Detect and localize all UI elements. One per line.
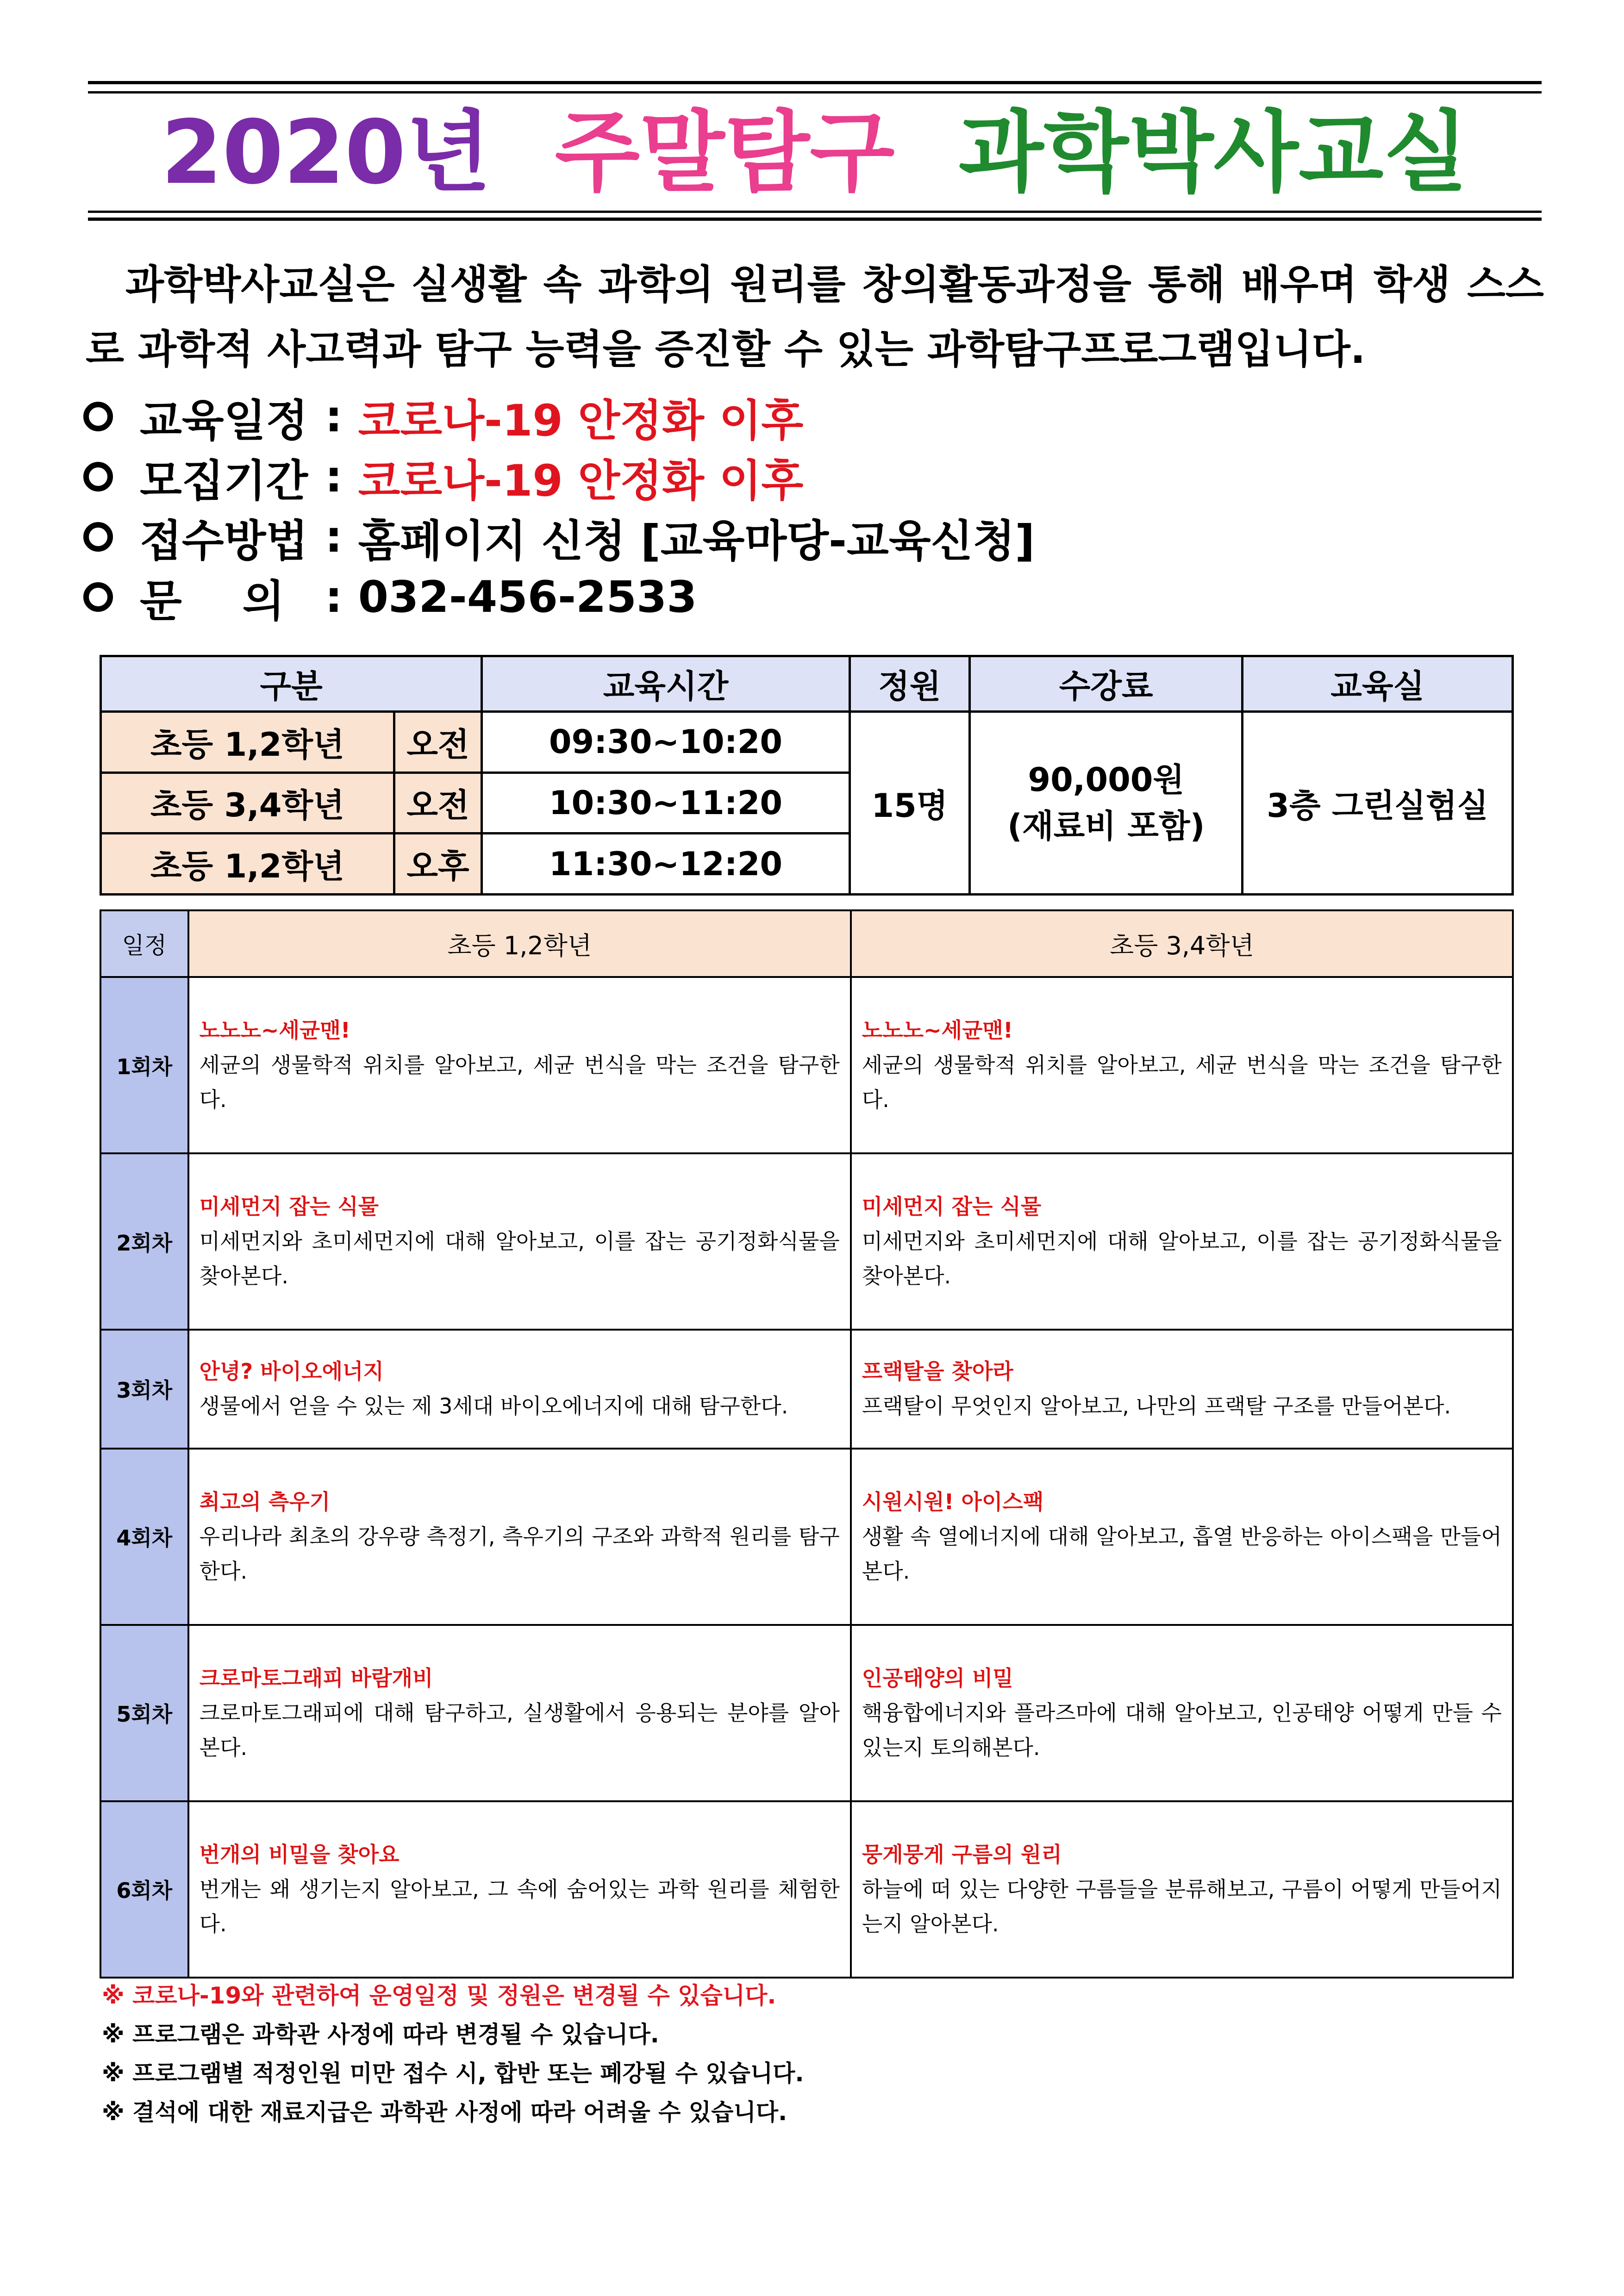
program-desc: 크로마토그래피에 대해 탐구하고, 실생활에서 응용되는 분야를 알아본다. (199, 1700, 840, 1760)
info-value: 홈페이지 신청 [교육마당-교육신청] (358, 516, 1035, 566)
program-desc: 우리나라 최초의 강우량 측정기, 측우기의 구조와 과학적 원리를 탐구한다. (199, 1524, 840, 1584)
header-grade-34: 초등 3,4학년 (851, 910, 1513, 977)
header-category: 구분 (101, 656, 482, 712)
fee-note: (재료비 포함) (1007, 807, 1205, 845)
circle-bullet-icon (83, 402, 113, 431)
program-title: 뭉게뭉게 구름의 원리 (862, 1842, 1062, 1867)
program-desc: 미세먼지와 초미세먼지에 대해 알아보고, 이를 잡는 공기정화식물을 찾아본다. (862, 1229, 1502, 1289)
info-colon: : (325, 451, 343, 502)
session-label: 2회차 (100, 1153, 188, 1330)
program-title: 번개의 비밀을 찾아요 (199, 1842, 400, 1867)
header-capacity: 정원 (849, 656, 970, 712)
header-grade-12: 초등 1,2학년 (188, 910, 851, 977)
program-desc: 번개는 왜 생기는지 알아보고, 그 속에 숨어있는 과학 원리를 체험한다. (199, 1876, 840, 1936)
program-cell (188, 1801, 851, 1978)
program-cell (188, 1625, 851, 1801)
notes-list (102, 1976, 1514, 2132)
program-cell (851, 977, 1513, 1153)
info-recruit-period (83, 447, 1542, 507)
circle-bullet-icon (83, 522, 113, 552)
program-title: 미세먼지 잡는 식물 (862, 1194, 1042, 1220)
program-cell (851, 1625, 1513, 1801)
info-colon: : (325, 391, 343, 442)
time-cell: 11:30~12:20 (482, 834, 849, 895)
session-cell: 오후 (394, 834, 482, 895)
grade-cell: 초등 3,4학년 (101, 772, 394, 834)
program-title: 인공태양의 비밀 (862, 1665, 1013, 1691)
time-cell: 10:30~11:20 (482, 772, 849, 834)
program-cell (851, 1449, 1513, 1625)
program-title: 미세먼지 잡는 식물 (199, 1194, 379, 1220)
circle-bullet-icon (83, 462, 113, 492)
schedule-row (100, 1801, 1513, 1978)
room-cell: 3층 그린실험실 (1243, 712, 1513, 895)
page-title (88, 100, 1542, 206)
schedule-header-row (100, 910, 1513, 977)
program-cell (188, 1330, 851, 1448)
program-title: 노노노~세균맨! (199, 1018, 350, 1043)
title-bottom-rule-2 (88, 218, 1542, 221)
program-title: 크로마토그래피 바람개비 (199, 1665, 433, 1691)
info-value: 코로나-19 안정화 이후 (358, 455, 804, 506)
header-time: 교육시간 (482, 656, 849, 712)
program-title: 시원시원! 아이스팩 (862, 1489, 1044, 1514)
info-schedule (83, 386, 1542, 447)
program-cell (188, 1153, 851, 1330)
session-cell: 오전 (394, 712, 482, 773)
program-cell (851, 1153, 1513, 1330)
header-room: 교육실 (1243, 656, 1513, 712)
note-item: ※ 프로그램별 적정인원 미만 접수 시, 합반 또는 폐강될 수 있습니다. (102, 2060, 804, 2087)
summary-table (100, 655, 1514, 896)
title-mid: 주말탐구 (555, 101, 895, 204)
program-desc: 세균의 생물학적 위치를 알아보고, 세균 번식을 막는 조건을 탐구한다. (862, 1052, 1502, 1113)
title-end: 과학박사교실 (958, 101, 1469, 204)
info-contact (83, 567, 1542, 627)
session-label: 6회차 (100, 1801, 188, 1978)
info-value: 코로나-19 안정화 이후 (358, 395, 804, 446)
program-title: 프랙탈을 찾아라 (862, 1359, 1013, 1384)
intro-paragraph (86, 252, 1544, 382)
session-label: 5회차 (100, 1625, 188, 1801)
intro-text: 과학박사교실은 실생활 속 과학의 원리를 창의활동과정을 통해 배우며 학생 스스로 과학적 사고력과 탐구 능력을 증진할 수 있는 과학탐구프로그램입니다. (86, 261, 1544, 373)
info-label: 문 의 (140, 576, 285, 627)
program-desc: 세균의 생물학적 위치를 알아보고, 세균 번식을 막는 조건을 탐구한다. (199, 1052, 840, 1113)
program-cell (188, 1449, 851, 1625)
info-label: 모집기간 (140, 455, 308, 506)
program-desc: 핵융합에너지와 플라즈마에 대해 알아보고, 인공태양 어떻게 만들 수 있는지 토의해본다. (862, 1700, 1502, 1760)
session-label: 4회차 (100, 1449, 188, 1625)
grade-cell: 초등 1,2학년 (101, 834, 394, 895)
info-colon: : (325, 511, 343, 562)
capacity-cell: 15명 (849, 712, 970, 895)
note-item: ※ 결석에 대한 재료지급은 과학관 사정에 따라 어려울 수 있습니다. (102, 2099, 787, 2126)
info-label: 교육일정 (140, 395, 308, 446)
program-desc: 생물에서 얻을 수 있는 제 3세대 바이오에너지에 대해 탐구한다. (199, 1394, 788, 1419)
info-list (83, 386, 1542, 627)
fee-amount: 90,000원 (1028, 761, 1185, 799)
schedule-row (100, 1625, 1513, 1801)
note-item: ※ 코로나-19와 관련하여 운영일정 및 정원은 변경될 수 있습니다. (102, 1982, 776, 2009)
schedule-table (100, 909, 1514, 1979)
session-cell: 오전 (394, 772, 482, 834)
program-title: 안녕? 바이오에너지 (199, 1359, 384, 1384)
session-label: 1회차 (100, 977, 188, 1153)
schedule-row (100, 1449, 1513, 1625)
title-top-rule-2 (88, 91, 1542, 93)
schedule-row (100, 977, 1513, 1153)
program-cell (851, 1330, 1513, 1448)
summary-row (101, 712, 1513, 773)
program-desc: 하늘에 떠 있는 다양한 구름들을 분류해보고, 구름이 어떻게 만들어지는지 알아본다. (862, 1876, 1502, 1936)
note-item: ※ 프로그램은 과학관 사정에 따라 변경될 수 있습니다. (102, 2021, 659, 2048)
info-application (83, 507, 1542, 567)
program-title: 최고의 측우기 (199, 1489, 331, 1514)
title-top-rule-1 (88, 81, 1542, 84)
program-desc: 생활 속 열에너지에 대해 알아보고, 흡열 반응하는 아이스팩을 만들어본다. (862, 1524, 1502, 1584)
title-year: 2020년 (161, 101, 491, 204)
program-title: 노노노~세균맨! (862, 1018, 1013, 1043)
circle-bullet-icon (83, 582, 113, 612)
title-bottom-rule-1 (88, 211, 1542, 213)
info-colon: : (325, 572, 343, 622)
header-fee: 수강료 (970, 656, 1243, 712)
program-desc: 미세먼지와 초미세먼지에 대해 알아보고, 이를 잡는 공기정화식물을 찾아본다. (199, 1229, 840, 1289)
fee-cell (970, 712, 1243, 895)
info-label: 접수방법 (140, 516, 308, 566)
grade-cell: 초등 1,2학년 (101, 712, 394, 773)
summary-header-row (101, 656, 1513, 712)
program-cell (851, 1801, 1513, 1978)
time-cell: 09:30~10:20 (482, 712, 849, 773)
header-schedule: 일정 (100, 910, 188, 977)
schedule-row (100, 1330, 1513, 1448)
schedule-row (100, 1153, 1513, 1330)
info-value: 032-456-2533 (358, 572, 697, 622)
program-desc: 프랙탈이 무엇인지 알아보고, 나만의 프랙탈 구조를 만들어본다. (862, 1394, 1451, 1419)
program-cell (188, 977, 851, 1153)
session-label: 3회차 (100, 1330, 188, 1448)
